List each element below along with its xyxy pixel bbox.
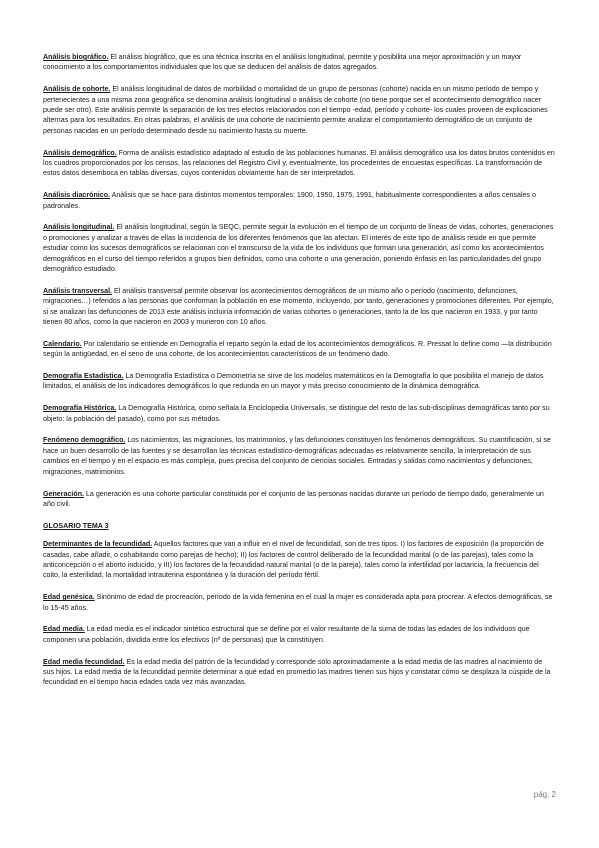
glossary-term: Análisis diacrónico. [43,191,111,200]
glossary-entry [43,539,555,581]
glossary-definition: La edad media es el indicador sintético estructural que se define por el valor resultante de la suma de todas las edades de los individuos que componen una población, dividida entre los efectivos (nº de personas) que la constituyen. [43,625,530,644]
glossary-definition: Análisis que se hace para distintos momentos temporales: 1900, 1950, 1975, 1991, habitualmente correspondientes a años censales o padronales. [43,191,536,210]
glossary-definition: El análisis transversal permite observar los acontecimientos demográficos de un mismo año o período (nacimiento, defunciones, migraciones…) referidos a las personas que conforman la población en ese momento, incluyendo, por tanto, generaciones y promociones diferentes. Por ejemplo, si se analizan las defunciones de 2013 este análisis incluiría información de varias cohortes o generaciones, tanto la de los que nacieron en 1933, y por tanto tienen 80 años, como la que nacieron en 2003 y murieron con 10 años. [43,286,554,327]
document-page [43,52,555,699]
glossary-entry [43,592,555,613]
glossary-entry [43,339,555,360]
glossary-entry [43,286,555,328]
glossary-definition: Es la edad media del patrón de la fecundidad y corresponde sólo aproximadamente a la edad media de las madres al nacimiento de sus hijos. La edad media de la fecundidad permite determinar a qué edad en promedio las madres tienen sus hijos y constatar cómo se desplaza la cúspide de la fecundidad en el tiempo hacia edades cada vez más avanzadas. [43,657,551,687]
glossary-list-bottom [43,539,555,688]
glossary-entry [43,657,555,688]
glossary-term: Análisis demográfico. [43,148,117,157]
glossary-term: Edad media. [43,625,85,634]
glossary-term: Generación. [43,489,85,498]
glossary-list-top [43,52,555,509]
glossary-term: Demografía Estadística. [43,372,124,381]
glossary-definition: La generación es una cohorte particular constituida por el conjunto de las personas nacidas durante un período de tiempo dado, generalmente un año civil. [43,489,544,508]
glossary-term: Análisis transversal. [43,286,113,295]
glossary-definition: Sinónimo de edad de procreación, período de la vida femenina en el cual la mujer es considerada apta para procrear. A efectos demográficos, se lo 15-45 años. [43,593,553,612]
glossary-definition: Aquellos factores que van a influir en el nivel de fecundidad, son de tres tipos. I) los factores de exposición (la proporción de casadas, cabe añadir, o cohabitando como parejas de hecho); II) los factores de control deliberado de la fecundidad marital (o de las parejas), tales como la anticoncepción o el aborto inducido, y III) los factores de la fecundidad natural marital (o de la pareja), tales como la infertilidad por lactancia, la frecuencia del coito, la esterilidad, la mortalidad intrauterina espontánea y la duración del período fértil. [43,540,544,580]
glossary-entry [43,403,555,424]
glossary-term: Determinantes de la fecundidad. [43,540,153,549]
glossary-entry [43,489,555,510]
glossary-definition: La Demografía Estadística o Demometría se sirve de los modelos matemáticos en la Demografía lo que posibilita el manejo de datos limitados, el análisis de los indicadores demográficos lo que redunda en un mayor y más preciso conocimiento de la dinámica demográfica. [43,372,544,391]
glossary-entry [43,84,555,136]
glossary-definition: Los nacimientos, las migraciones, los matrimonios, y las defunciones constituyen los fenómenos demográficos. Su cuantificación, si se hace un buen desarrollo de las fuentes y se desarrollan las técnicas estadístico-demográficas adecuadas es relativamente sencilla, la interpretación de sus cambios en el tiempo y en el espacio es más compleja, pues precisa del conjunto de ciencias sociales. Entradas y salidas como nacimientos y defunciones, migraciones, matrimonios. [43,436,551,476]
glossary-entry [43,222,555,274]
glossary-entry [43,148,555,179]
glossary-term: Edad genésica. [43,593,95,602]
glossary-term: Edad media fecundidad. [43,657,125,666]
glossary-term: Análisis longitudinal. [43,223,115,232]
page-number: pág. 2 [533,790,556,799]
glossary-term: Calendario. [43,339,82,348]
glossary-term: Fenómeno demográfico. [43,436,126,445]
glossary-entry [43,435,555,477]
glossary-entry [43,52,555,73]
glossary-definition: Forma de análisis estadístico adaptado al estudio de las poblaciones humanas. El análisis demográfico usa los datos brutos contenidos en los cuadros proporcionados por los censos, las relaciones del Registro Civil y, eventualmente, los procedentes de encuestas específicas. La transformación de estos datos desemboca en tablas diversas, cuyos contenidos obviamente han de ser interpretados. [43,148,555,178]
glossary-definition: El análisis biográfico, que es una técnica inscrita en el análisis longitudinal, permite y posibilita una mejor aproximación y un mayor conocimiento a los comportamientos individuales que los que se deducen del análisis de datos agregados. [43,53,522,72]
glossary-definition: El análisis longitudinal de datos de morbilidad o mortalidad de un grupo de personas (cohorte) nacida en un mismo período de tiempo y pertenecientes a una misma zona geográfica se denomina análisis longitudinal o análisis de cohorte (no tiene porque ser el acontecimiento demográfico nacer puede ser otro). Este análisis permite la separación de los tres efectos relacionados con el tiempo -edad, período y cohorte- los cuales proveen de explicaciones alternas para los resultados. En otras palabras, el análisis de una cohorte de nacimiento permite analizar el comportamiento demográfico de un conjunto de personas nacidas en un período determinado desde su nacimiento hasta su muerte. [43,85,548,135]
glossary-definition: El análisis longitudinal, según la SEQC, permite seguir la evolución en el tiempo de un conjunto de líneas de vidas, cohortes, generaciones o promociones y analizar a través de ellas la incidencia de los diferentes fenómenos que las afectan. El interés de este tipo de análisis reside en que permite estudiar como los sucesos demográficos se relacionan con el transcurso de la vida de los individuos que forman una generación, así como los acontecimientos demográficos en el curso del tiempo referidos a grupos bien definidos, como una cohorte o una generación, poniendo énfasis en las particularidades del grupo demográfico estudiado. [43,223,554,274]
glossary-entry [43,624,555,645]
glossary-entry [43,190,555,211]
glossary-definition: Por calendario se entiende en Demografía el reparto según la edad de los acontecimientos demográficos. R. Pressat lo define como —la distribución según la antigüedad, en el seno de una cohorte, de los acontecimientos característicos de un fenómeno dado. [43,339,552,359]
glossary-term: Análisis de cohorte. [43,85,111,94]
glossary-definition: La Demografía Histórica, como señala la Enciclopedia Universalis, se distingue del resto de las sub-disciplinas demográficas tanto por su objeto: la población del pasado), como por sus métodos. [43,404,550,423]
glossary-term: Demografía Histórica. [43,404,117,413]
glossary-term: Análisis biográfico. [43,53,109,61]
glossary-entry [43,371,555,392]
section-title: GLOSARIO TEMA 3 [43,521,109,530]
